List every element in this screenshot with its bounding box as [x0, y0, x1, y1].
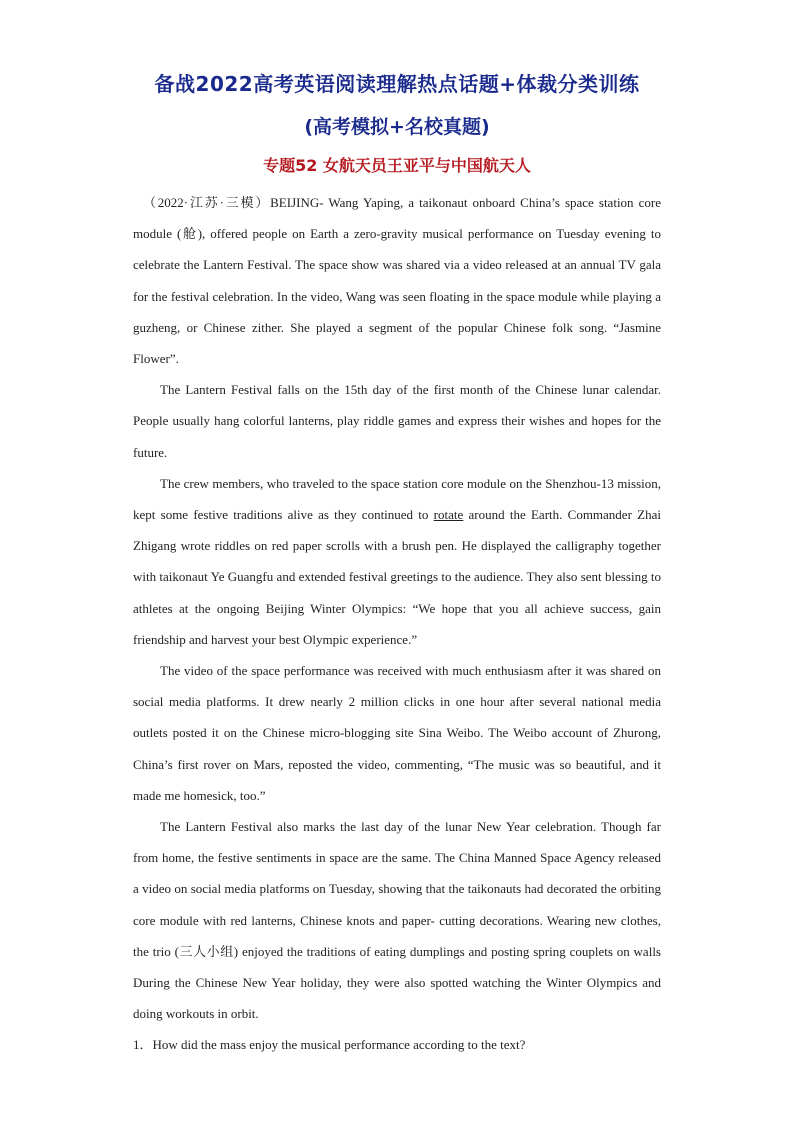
paragraph-4: The video of the space performance was received with much enthusiasm after it was shared on social media platforms. It drew nearly 2 million clicks in one hour after several national media outlets posted it on the Chinese micro-blogging site Sina Weibo. The Weibo account of Zhurong, China’s first rover on Mars, reposted the video, commenting, “The music was so beautiful, and it made me homesick, too.”	[133, 663, 661, 803]
source-label: （2022·江苏·三模）	[143, 195, 271, 210]
underlined-word: rotate	[433, 507, 464, 523]
paragraph-3	[133, 468, 661, 655]
topic-heading: 专题52 女航天员王亚平与中国航天人	[263, 156, 531, 175]
paragraph-1-text: BEIJING- Wang Yaping, a taikonaut onboard China’s space station core module (舱), offered people on Earth a zero-gravity musical performance on Tuesday evening to celebrate the Lantern Festival. The space show was shared via a video released at an annual TV gala for the festival celebration. In the video, Wang was seen floating in the space module while playing a guzheng, or Chinese zither. She played a segment of the popular Chinese folk song. “Jasmine Flower”.	[133, 195, 661, 367]
question-text: How did the mass enjoy the musical performance according to the text?	[152, 1037, 526, 1053]
question-1	[133, 1029, 661, 1060]
paragraph-3-before: The crew members, who traveled to the space station core module on the Shenzhou-13 mission, kept some festive traditions alive as they continued to	[133, 475, 661, 523]
paragraph-1	[133, 187, 661, 374]
paragraph-3-after: around the Earth. Commander Zhai Zhigang wrote riddles on red paper scrolls with a brush pen. He displayed the calligraphy together with taikonaut Ye Guangfu and extended festival greetings to the audience. They also sent blessing to athletes at the ongoing Beijing Winter Olympics: “We hope that you all achieve success, gain friendship and harvest your best Olympic experience.”	[133, 507, 661, 647]
document-title: 备战2022高考英语阅读理解热点话题+体裁分类训练	[154, 72, 640, 96]
document-subtitle: (高考模拟+名校真题)	[304, 116, 490, 138]
question-number: 1．	[133, 1037, 153, 1053]
paragraph-5: The Lantern Festival also marks the last day of the lunar New Year celebration. Though far from home, the festive sentiments in space are the same. The China Manned Space Agency released a video on social media platforms on Tuesday, showing that the taikonauts had decorated the orbiting core module with red lanterns, Chinese knots and paper- cutting decorations. Wearing new clothes, the trio (三人小组) enjoyed the traditions of eating dumplings and posting spring couplets on walls During the Chinese New Year holiday, they were also spotted watching the Winter Olympics and doing workouts in orbit.	[133, 819, 661, 1022]
passage-body	[133, 187, 661, 1061]
paragraph-2: The Lantern Festival falls on the 15th day of the first month of the Chinese lunar calendar. People usually hang colorful lanterns, play riddle games and express their wishes and hopes for the future.	[133, 382, 661, 460]
